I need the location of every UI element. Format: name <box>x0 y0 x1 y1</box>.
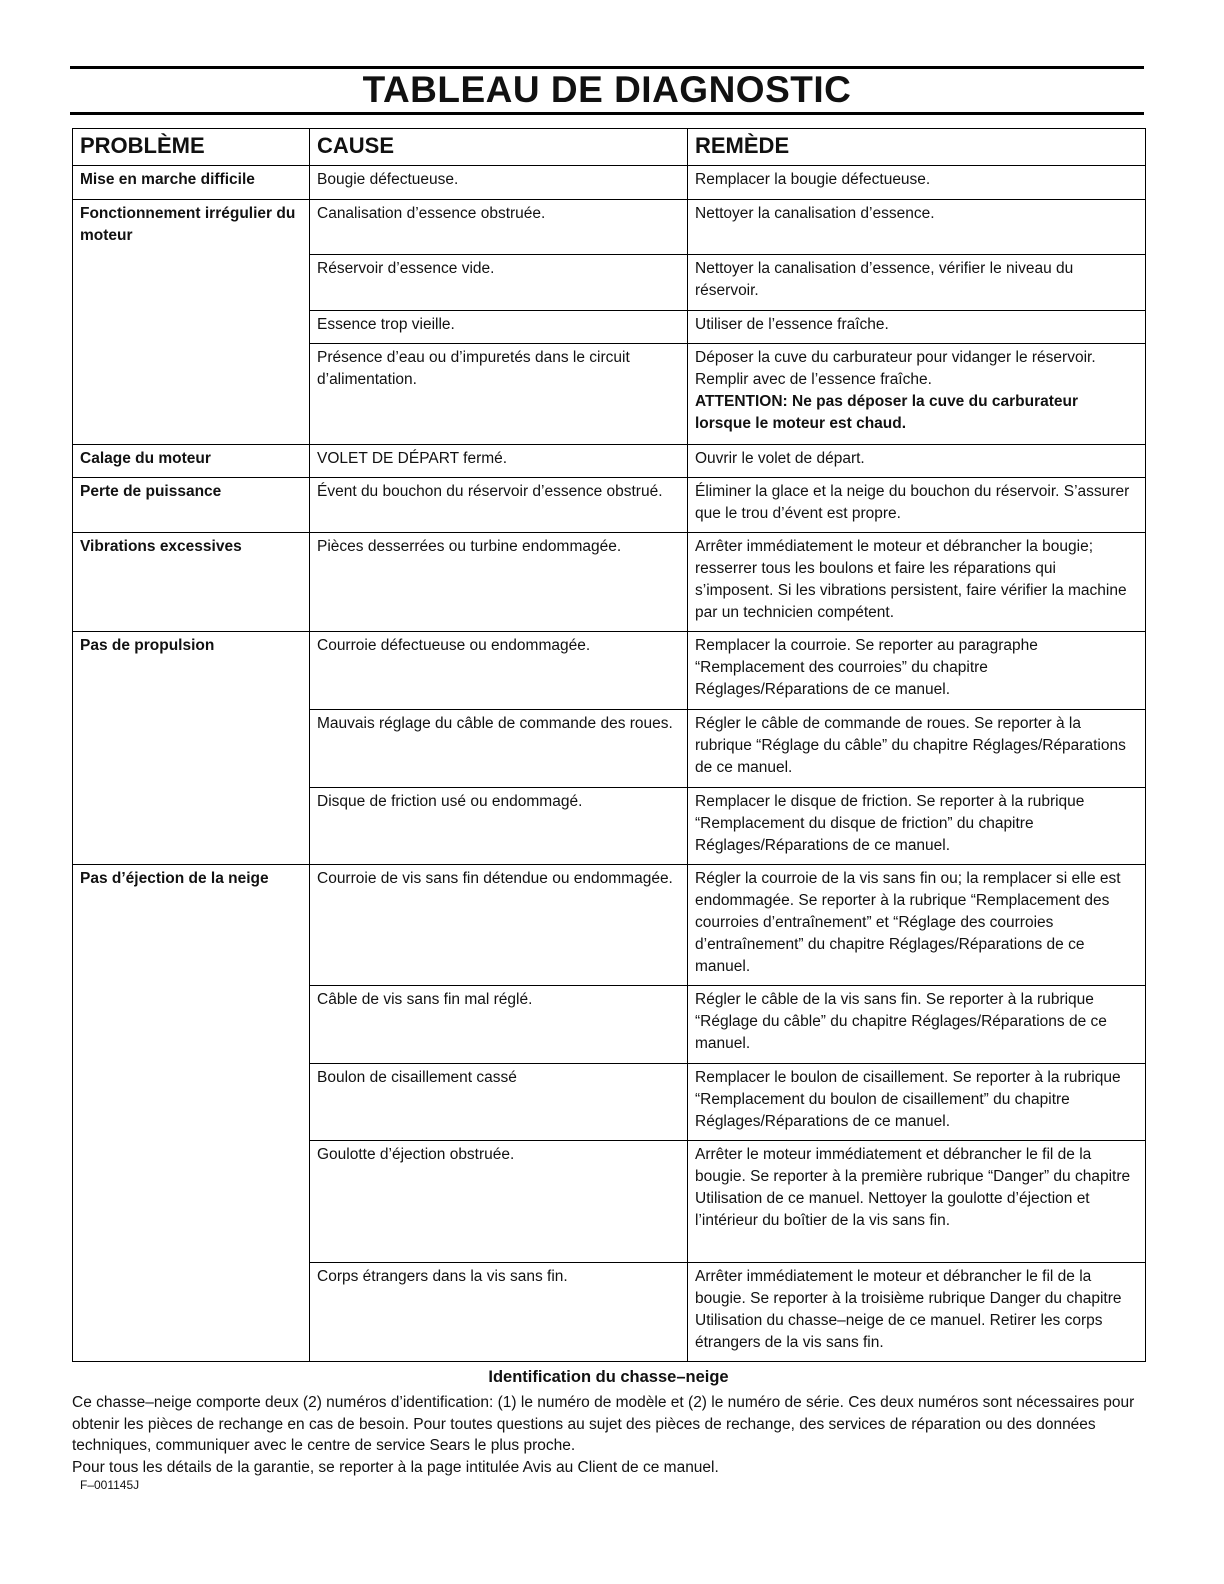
header-remedy: REMÈDE <box>688 129 1146 166</box>
problem-cell: Perte de puissance <box>73 478 310 533</box>
cause-cell: Bougie défectueuse. <box>310 166 688 200</box>
remedy-cell: Nettoyer la canalisation d’essence, vérifier le niveau du réservoir. <box>688 255 1146 311</box>
cause-cell: Pièces desserrées ou turbine endommagée. <box>310 533 688 632</box>
header-problem: PROBLÈME <box>73 129 310 166</box>
problem-cell: Pas d’éjection de la neige <box>73 865 310 1362</box>
cause-cell: Mauvais réglage du câble de commande des roues. <box>310 710 688 788</box>
problem-cell: Fonctionnement irrégulier du moteur <box>73 200 310 445</box>
table-row <box>73 200 1146 255</box>
cause-cell: Goulotte d’éjection obstruée. <box>310 1141 688 1263</box>
problem-cell: Pas de propulsion <box>73 632 310 865</box>
remedy-cell: Arrêter immédiatement le moteur et débrancher le fil de la bougie. Se reporter à la troisième rubrique Danger du chapitre Utilisation du chasse–neige de ce manuel. Retirer les corps étrangers de la vis sans fin. <box>688 1263 1146 1362</box>
cause-cell: Évent du bouchon du réservoir d’essence obstrué. <box>310 478 688 533</box>
cause-cell: Boulon de cisaillement cassé <box>310 1064 688 1141</box>
cause-cell: Corps étrangers dans la vis sans fin. <box>310 1263 688 1362</box>
table-row <box>73 445 1146 478</box>
warranty-paragraph: Pour tous les détails de la garantie, se reporter à la page intitulée Avis au Client de ce manuel. <box>72 1458 719 1476</box>
remedy-cell: Régler le câble de commande de roues. Se reporter à la rubrique “Réglage du câble” du chapitre Réglages/Réparations de ce manuel. <box>688 710 1146 788</box>
diagnostic-table <box>72 128 1146 1362</box>
cause-cell: VOLET DE DÉPART fermé. <box>310 445 688 478</box>
table-row <box>73 533 1146 632</box>
cause-cell: Disque de friction usé ou endommagé. <box>310 788 688 865</box>
remedy-text: Déposer la cuve du carburateur pour vidanger le réservoir. Remplir avec de l’essence fraîche. <box>695 349 1096 388</box>
cause-cell: Réservoir d’essence vide. <box>310 255 688 311</box>
cause-cell: Essence trop vieille. <box>310 311 688 344</box>
remedy-cell: Arrêter immédiatement le moteur et débrancher la bougie; resserrer tous les boulons et faire les réparations qui s’imposent. Si les vibrations persistent, faire vérifier la machine par un technicien compétent. <box>688 533 1146 632</box>
remedy-cell: Arrêter le moteur immédiatement et débrancher le fil de la bougie. Se reporter à la première rubrique “Danger” du chapitre Utilisation de ce manuel. Nettoyer la goulotte d’éjection et l’intérieur du boîtier de la vis sans fin. <box>688 1141 1146 1263</box>
table-row <box>73 865 1146 986</box>
remedy-cell: Remplacer la courroie. Se reporter au paragraphe “Remplacement des courroies” du chapitre Réglages/Réparations de ce manuel. <box>688 632 1146 710</box>
remedy-cell <box>688 344 1146 445</box>
remedy-cell: Éliminer la glace et la neige du bouchon du réservoir. S’assurer que le trou d’évent est propre. <box>688 478 1146 533</box>
problem-cell: Mise en marche difficile <box>73 166 310 200</box>
remedy-cell: Régler la courroie de la vis sans fin ou; la remplacer si elle est endommagée. Se reporter à la rubrique “Remplacement des courroies d’entraînement” et “Réglage des courroies d’entraînement” du chapitre Réglages/Réparations de ce manuel. <box>688 865 1146 986</box>
remedy-cell: Remplacer le disque de friction. Se reporter à la rubrique “Remplacement du disque de friction” du chapitre Réglages/Réparations de ce manuel. <box>688 788 1146 865</box>
cause-cell: Courroie défectueuse ou endommagée. <box>310 632 688 710</box>
remedy-cell: Régler le câble de la vis sans fin. Se reporter à la rubrique “Réglage du câble” du chapitre Réglages/Réparations de ce manuel. <box>688 986 1146 1064</box>
cause-cell: Câble de vis sans fin mal réglé. <box>310 986 688 1064</box>
title-rule-bottom <box>70 112 1144 115</box>
remedy-cell: Remplacer la bougie défectueuse. <box>688 166 1146 200</box>
cause-cell: Courroie de vis sans fin détendue ou endommagée. <box>310 865 688 986</box>
table-row <box>73 478 1146 533</box>
header-cause: CAUSE <box>310 129 688 166</box>
remedy-cell: Nettoyer la canalisation d’essence. <box>688 200 1146 255</box>
remedy-cell: Utiliser de l’essence fraîche. <box>688 311 1146 344</box>
problem-cell: Vibrations excessives <box>73 533 310 632</box>
problem-cell: Calage du moteur <box>73 445 310 478</box>
page-title: TABLEAU DE DIAGNOSTIC <box>362 69 852 110</box>
identification-text <box>72 1392 1148 1478</box>
table-row <box>73 166 1146 200</box>
identification-paragraph: Ce chasse–neige comporte deux (2) numéros d’identification: (1) le numéro de modèle et (2) le numéro de série. Ces deux numéros sont nécessaires pour obtenir les pièces de rechange en cas de besoin. Pour toutes questions au sujet des pièces de rechange, des services de réparation ou des données techniques, communiquer avec le centre de service Sears le plus proche. <box>72 1394 1135 1454</box>
table-header-row <box>73 129 1146 166</box>
cause-cell: Canalisation d’essence obstruée. <box>310 200 688 255</box>
identification-title: Identification du chasse–neige <box>488 1368 729 1386</box>
remedy-cell: Ouvrir le volet de départ. <box>688 445 1146 478</box>
document-code: F–001145J <box>80 1478 140 1492</box>
cause-cell: Présence d’eau ou d’impuretés dans le circuit d’alimentation. <box>310 344 688 445</box>
remedy-cell: Remplacer le boulon de cisaillement. Se reporter à la rubrique “Remplacement du boulon de cisaillement” du chapitre Réglages/Réparations de ce manuel. <box>688 1064 1146 1141</box>
table-row <box>73 632 1146 710</box>
warning-text: ATTENTION: Ne pas déposer la cuve du carburateur lorsque le moteur est chaud. <box>695 393 1078 432</box>
